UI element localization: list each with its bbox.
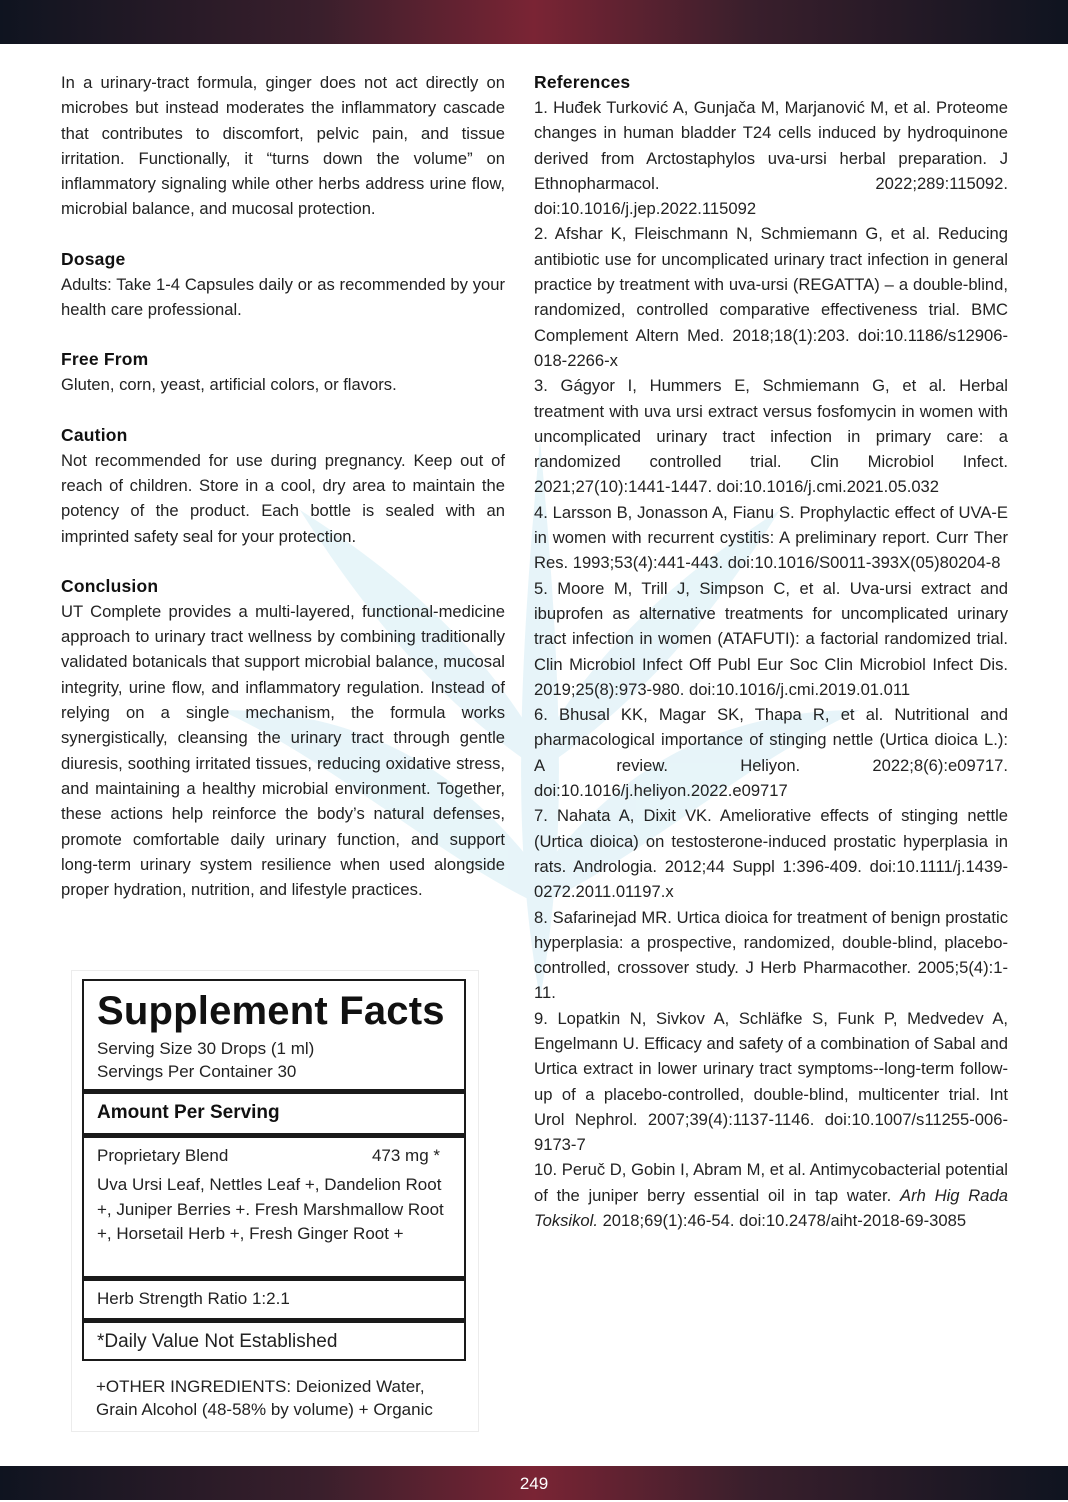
free-from-heading: Free From xyxy=(61,349,149,370)
dosage-text: Adults: Take 1-4 Capsules daily or as recommended by your health care professional. xyxy=(61,274,505,320)
reference-item: 6. Bhusal KK, Magar SK, Thapa R, et al. Nutritional and pharmacological importance of stinging nettle (Urtica dioica L.): A review. Heliyon. 2022;8(6):e09717. doi:10.1016/j.heliyon.2022.e09717 xyxy=(534,705,1008,801)
left-column xyxy=(61,70,505,902)
thick-divider xyxy=(84,1276,464,1281)
other-ingredients: +OTHER INGREDIENTS: Deionized Water, Grain Alcohol (48-58% by volume) + Organic xyxy=(96,1377,433,1419)
references-column xyxy=(534,70,1008,1233)
ginger-paragraph: In a urinary-tract formula, ginger does not act directly on microbes but instead moderates the inflammatory cascade that contributes to discomfort, pelvic pain, and tissue irritation. Functionally, it “turns down the volume” on inflammatory signaling while other herbs address urine flow, microbial balance, and mucosal protection. xyxy=(61,73,505,219)
reference-text: 10. Peruč D, Gobin I, Abram M, et al. Antimycobacterial potential of the juniper berry essential oil in tap water. xyxy=(534,1160,1008,1205)
reference-item: 5. Moore M, Trill J, Simpson C, et al. Uva-ursi extract and ibuprofen as alternative treatments for uncomplicated urinary tract infection in women (ATAFUTI): a factorial randomized trial. Clin Microbiol Infect Off Publ Eur Soc Clin Microbiol Infect Dis. 2019;25(8):973-980. doi:10.1016/j.cmi.2019.01.011 xyxy=(534,578,1008,699)
caution-text: Not recommended for use during pregnancy. Keep out of reach of children. Store in a cool, dry area to maintain the potency of the product. Each bottle is sealed with an imprinted safety seal for your protection. xyxy=(61,450,505,546)
reference-text: 2018;69(1):46-54. doi:10.2478/aiht-2018-69-3085 xyxy=(602,1211,967,1231)
reference-item: 4. Larsson B, Jonasson A, Fianu S. Prophylactic effect of UVA-E in women with recurrent cystitis: A preliminary report. Curr Ther Res. 1993;53(4):441-443. doi:10.1016/S0011-393X(05)80204-8 xyxy=(534,502,1008,573)
reference-item: 2. Afshar K, Fleischmann N, Schmiemann G, et al. Reducing antibiotic use for uncomplicated urinary tract infection in general practice by treatment with uva-ursi (REGATTA) – a double-blind, randomized, controlled comparative effectiveness trial. BMC Complement Altern Med. 2018;18(1):203. doi:10.1186/s12906-018-2266-x xyxy=(534,224,1008,370)
supplement-facts-panel xyxy=(71,970,479,1432)
reference-item: 1. Huđek Turković A, Gunjača M, Marjanović M, et al. Proteome changes in human bladder T24 cells induced by hydroquinone derived from Arctostaphylos uva-ursi herbal preparation. J Ethnopharmacol. 2022;289:115092. doi:10.1016/j.jep.2022.115092 xyxy=(534,98,1008,219)
blend-ingredients: Uva Ursi Leaf, Nettles Leaf +, Dandelion Root +, Juniper Berries +. Fresh Marshmallow Root +, Horsetail Herb +, Fresh Ginger Root + xyxy=(97,1175,444,1243)
page-number: 249 xyxy=(519,1474,549,1493)
reference-item: 8. Safarinejad MR. Urtica dioica for treatment of benign prostatic hyperplasia: a prospective, randomized, double-blind, placebo-controlled, crossover study. J Herb Pharmacother. 2005;5(4):1-11. xyxy=(534,907,1008,1003)
free-from-text: Gluten, corn, yeast, artificial colors, or flavors. xyxy=(61,375,397,395)
reference-item: 9. Lopatkin N, Sivkov A, Schläfke S, Funk P, Medvedev A, Engelmann U. Efficacy and safety of a combination of Sabal and Urtica extract in lower urinary tract symptoms--long-term follow-up of a placebo-controlled, double-blind, multicenter trial. Int Urol Nephrol. 2007;39(4):1137-1146. doi:10.1007/s11255-006-9173-7 xyxy=(534,1008,1008,1155)
dosage-heading: Dosage xyxy=(61,248,126,269)
amount-per-serving: Amount Per Serving xyxy=(97,1102,280,1123)
caution-heading: Caution xyxy=(61,424,128,445)
thick-divider xyxy=(84,1089,464,1094)
supplement-facts-box xyxy=(82,979,466,1361)
reference-item: 7. Nahata A, Dixit VK. Ameliorative effects of stinging nettle (Urtica dioica) on testosterone-induced prostatic hyperplasia in rats. Andrologia. 2012;44 Suppl 1:396-409. doi:10.1111/j.1439-0272.2011.01197.x xyxy=(534,806,1008,902)
serving-size: Serving Size 30 Drops (1 ml) xyxy=(97,1039,315,1058)
conclusion-heading: Conclusion xyxy=(61,575,159,596)
footer-banner xyxy=(0,1466,1068,1500)
thick-divider xyxy=(84,1318,464,1323)
proprietary-blend-amount: 473 mg * xyxy=(371,1146,440,1165)
journal-name: Arh Hig Rada Toksikol. xyxy=(534,1185,1008,1231)
reference-item xyxy=(534,1157,1008,1233)
herb-strength-ratio: Herb Strength Ratio 1:2.1 xyxy=(97,1289,290,1308)
thick-divider xyxy=(84,1133,464,1138)
references-heading: References xyxy=(534,72,631,92)
reference-item: 3. Gágyor I, Hummers E, Schmiemann G, et al. Herbal treatment with uva ursi extract versus fosfomycin in women with uncomplicated urinary tract infection in primary care: a randomized controlled trial. Clin Microbiol Infect. 2021;27(10):1441-1447. doi:10.1016/j.cmi.2021.05.032 xyxy=(534,376,1008,497)
daily-value-note: *Daily Value Not Established xyxy=(97,1331,338,1352)
top-banner xyxy=(0,0,1068,44)
proprietary-blend-label: Proprietary Blend xyxy=(97,1146,229,1165)
conclusion-text: UT Complete provides a multi-layered, functional-medicine approach to urinary tract wellness by combining traditionally validated botanicals that support microbial balance, mucosal integrity, urine flow, and inflammatory regulation. Instead of relying on a single mechanism, the formula works synergistically, cleansing the urinary tract through gentle diuresis, soothing irritated tissues, reducing oxidative stress, and maintaining a healthy microbial environment. Together, these actions help reinforce the body’s natural defenses, promote comfortable daily urinary function, and support long-term urinary system resilience when used alongside proper hydration, nutrition, and lifestyle practices. xyxy=(61,601,505,900)
servings-per-container: Servings Per Container 30 xyxy=(97,1062,297,1081)
supplement-facts-title: Supplement Facts xyxy=(97,989,445,1033)
